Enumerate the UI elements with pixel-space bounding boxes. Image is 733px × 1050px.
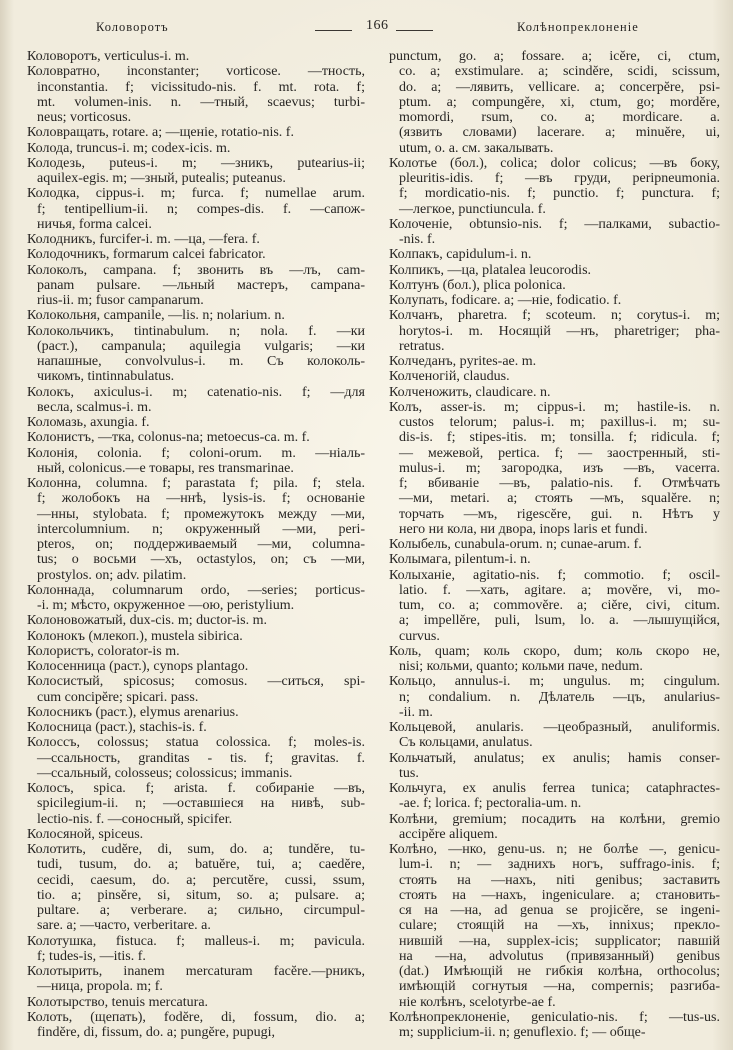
entry-continuation-line: a; impellĕre, puli, lsum, lo. a. —лышущійся, <box>399 613 720 629</box>
entry-continuation-line: pleuritis-idis. f; —въ груди, peripneumonia. <box>399 171 720 186</box>
entry-continuation-line: pultare. a; verberare. a; сильно, circumpul- <box>37 903 365 918</box>
running-head-left: Коловоротъ <box>96 20 169 34</box>
entry-first-line: Колчанъ, pharetra. f; scoteum. n; corytus-i. m; <box>389 308 720 324</box>
entry-continuation-line: торчать —мъ, rigescĕre, gui. n. Нѣтъ у <box>399 506 720 522</box>
entry-continuation-line: ный, colonicus.—е товары, res transmarinae. <box>37 460 294 476</box>
entry-continuation-line: lum-i. n; — заднихъ ногъ, suffrago-inis. f; <box>399 857 720 873</box>
entry-continuation-line: f; tentipellium-ii. n; compes-dis. f. —сапож- <box>37 201 365 217</box>
entry-first-line: Колоколъ, campana. f; звонить въ —лъ, cam- <box>27 262 365 278</box>
entry-first-line: Кольцо, annulus-i. m; ungulus. m; cingulum. <box>389 674 720 690</box>
entry-first-line: Колыбель, cunabula-orum. n; cunae-arum. f. <box>389 537 642 552</box>
dictionary-entry <box>389 263 720 278</box>
dictionary-entry <box>389 842 720 1010</box>
entry-continuation-line: horytos-i. m. Носящій —нъ, pharetriger; pha- <box>399 323 720 339</box>
entry-first-line: Колодка, cippus-i. m; furca. f; numellae arum. <box>27 186 365 202</box>
dictionary-entry <box>27 324 365 385</box>
entry-first-line: Колчеданъ, pyrites-ae. m. <box>389 354 537 369</box>
dictionary-entry <box>389 537 720 552</box>
entry-continuation-line: tudi, tusum, do. a; batuĕre, tui, a; caedĕre, <box>37 857 365 873</box>
entry-first-line: Колымага, pilentum-i. n. <box>389 552 531 568</box>
dictionary-entry <box>27 720 365 735</box>
entry-continuation-line: rius-ii. m; fusor campanarum. <box>37 293 204 308</box>
entry-first-line: Колодникъ, furcifer-i. m. —ца, —fera. f. <box>27 232 260 247</box>
entry-continuation-line: custos telorum; palus-i. m; paxillus-i. m; su- <box>399 415 720 430</box>
dictionary-entry <box>389 49 720 156</box>
entry-continuation-line: n; condalium. n. Дѣлатель —цъ, anularius- <box>399 689 720 705</box>
entry-first-line: Колокъ, axiculus-i. m; catenatio-nis. f; —для <box>27 384 365 400</box>
entry-first-line: Колѣно, —нко, genu-us. n; не болѣе —, genicu- <box>389 842 720 857</box>
entry-first-line: Кольчатый, anulatus; ex anulis; hamis conser- <box>389 750 720 766</box>
entry-continuation-line: retratus. <box>399 338 445 354</box>
dictionary-entry <box>27 583 365 614</box>
entry-first-line: Колокольчикъ, tintinabulum. n; nola. f. —ки <box>27 323 365 339</box>
dictionary-entry <box>27 995 365 1010</box>
dictionary-entry <box>389 369 720 384</box>
entry-continuation-line: cum concipĕre; spicari. pass. <box>37 689 199 705</box>
entry-continuation-line: spicilegium-ii. n; —оставшіеся на нивѣ, sub- <box>37 796 365 812</box>
entry-first-line: Колпакъ, capidulum-i. n. <box>389 247 532 263</box>
entry-first-line: Колосенница (раст.), cynops plantago. <box>27 659 249 674</box>
entry-continuation-line: Съ кольцами, anulatus. <box>399 735 533 751</box>
entry-continuation-line: momordi, rsum, co. a; mordicare. a. <box>399 110 720 125</box>
entry-continuation-line: intercolumnium. n; окруженный —ми, peri- <box>37 521 365 537</box>
dictionary-entry <box>27 476 365 583</box>
entry-continuation-line: inconstantia. f; vicissitudo-nis. f. mt. rota. f; <box>37 79 365 95</box>
dictionary-entry <box>389 781 720 812</box>
entry-continuation-line: tio. a; pinsĕre, si, situm, so. a; pulsare. a; <box>37 887 365 903</box>
dictionary-entry <box>27 781 365 827</box>
entry-continuation-line: чикомъ, tintinnabulatus. <box>37 369 175 385</box>
dictionary-entry <box>389 278 720 293</box>
entry-continuation-line: —ми, metari. a; стоять —мъ, squalĕre. n; <box>399 491 720 507</box>
dictionary-entry <box>389 385 720 400</box>
entry-continuation-line: напашные, convolvulus-i. m. Съ колоколь- <box>37 354 365 369</box>
dictionary-entry <box>27 827 365 842</box>
entry-first-line: Колоть, (щепать), fodĕre, di, fossum, dio. a; <box>27 1009 365 1025</box>
entry-continuation-line: pteros, on; поддерживаемый —ми, columna- <box>37 537 365 552</box>
entry-first-line: Колонія, colonia. f; coloni-orum. m. —ніаль- <box>27 445 365 461</box>
dictionary-entry <box>27 934 365 965</box>
entry-first-line: Колосъ, spica. f; arista. f. собираніе —въ, <box>27 781 365 796</box>
entry-first-line: Колотырить, inanem mercaturam facĕre.—рникъ, <box>27 964 365 979</box>
dictionary-entry <box>389 644 720 675</box>
entry-first-line: Колодочникъ, formarum calcei fabricator. <box>27 247 266 263</box>
page-number: 166 <box>366 18 389 33</box>
entry-continuation-line: ніе колѣнъ, scelotyrbe-ae f. <box>399 994 556 1010</box>
dictionary-entry <box>27 964 365 995</box>
dictionary-entry <box>389 308 720 354</box>
dictionary-entry <box>389 568 720 644</box>
entry-first-line: Колористъ, colorator-is m. <box>27 643 180 659</box>
entry-continuation-line: panam pulsare. —льный мастеръ, campana- <box>37 277 365 293</box>
entry-first-line: Колѣни, gremium; посадить на колѣни, gremio <box>389 811 720 827</box>
dictionary-entry <box>27 385 365 416</box>
entry-continuation-line: findĕre, di, fissum, do. a; pungĕre, pupugi, <box>37 1025 275 1040</box>
entry-first-line: punctum, go. a; fossare. a; icĕre, ci, ctum, <box>389 49 720 64</box>
entry-first-line: Кольчуга, ex anulis ferrea tunica; cataphractes- <box>389 781 720 796</box>
entry-continuation-line: dis-is. f; stipes-itis. m; tonsilla. f; ridicula. f; <box>399 430 720 446</box>
entry-continuation-line: (dat.) Имѣющій не гибкія колѣна, orthocolus; <box>399 964 720 979</box>
entry-continuation-line: -ae. f; lorica. f; pectoralia-um. n. <box>399 796 582 812</box>
entry-first-line: Колоссъ, colossus; statua colossica. f; moles-is. <box>27 735 365 751</box>
entry-first-line: Коломазь, axungia. f. <box>27 415 150 430</box>
entry-continuation-line: -nis. f. <box>399 232 436 247</box>
entry-continuation-line: culare; стоящій на —хъ, innixus; прекло- <box>399 918 720 934</box>
entry-first-line: Колодезь, puteus-i. m; —зникъ, putearius-ii; <box>27 155 365 171</box>
dictionary-entry <box>27 735 365 781</box>
dictionary-entry <box>27 49 365 64</box>
entry-continuation-line: —легкое, punctiuncula. f. <box>399 201 546 217</box>
entry-continuation-line: mt. volumen-inis. n. —тный, scaevus; turbi- <box>37 94 365 110</box>
running-head-right: Колѣнопреклоненіе <box>517 20 639 34</box>
entry-continuation-line: f; вбиваніе —въ, palatio-nis. f. Отмѣчать <box>399 476 720 491</box>
entry-continuation-line: имѣющій согнутыя —на, compernis; разгиба- <box>399 979 720 995</box>
entry-continuation-line: f; жолобокъ на —ннѣ, lysis-is. f; основаніе <box>37 491 365 507</box>
dictionary-entry <box>389 217 720 248</box>
entry-continuation-line: co. a; exstimulare. a; scindĕre, scidi, scissum, <box>399 64 720 80</box>
entry-continuation-line: (раст.), campanula; aquilegia vulgaris; —ки <box>37 338 365 354</box>
entry-continuation-line: nisi; кольми, quanto; кольми паче, nedum. <box>399 659 643 674</box>
entry-first-line: Коловоротъ, verticulus-i. m. <box>27 49 190 64</box>
entry-continuation-line: tus. <box>399 765 419 781</box>
entry-continuation-line: curvus. <box>399 628 440 644</box>
entry-first-line: Коловращать, rotare. a; —щеніе, rotatio-nis. f. <box>27 125 294 141</box>
dictionary-entry <box>27 125 365 140</box>
dictionary-entry <box>389 354 720 369</box>
entry-first-line: Колосяной, spiceus. <box>27 826 144 842</box>
entry-continuation-line: него ни кола, ни двора, inops laris et fundi. <box>399 521 648 537</box>
page-number-rule-right <box>396 30 433 31</box>
dictionary-entry <box>389 400 720 537</box>
entry-continuation-line: f; tudes-is, —itis. f. <box>37 948 146 964</box>
entry-first-line: Колпикъ, —ца, platalea leucorodis. <box>389 262 592 278</box>
dictionary-entry <box>27 1010 365 1041</box>
dictionary-entry <box>389 247 720 262</box>
dictionary-entry <box>389 812 720 843</box>
entry-continuation-line: ptum. a; compungĕre, xi, ctum, go; mordĕre, <box>399 94 720 110</box>
dictionary-entry <box>389 1010 720 1041</box>
dictionary-entry <box>27 186 365 232</box>
entry-continuation-line: accipĕre aliquem. <box>399 826 498 842</box>
entry-continuation-line: (язвить словами) lacerare. a; minuĕre, ui, <box>399 125 720 141</box>
entry-continuation-line: -i. m; мѣсто, окруженное —ою, peristylium. <box>37 598 295 613</box>
entry-continuation-line: ничья, forma calcei. <box>37 216 152 232</box>
entry-first-line: Колонокъ (млекоп.), mustela sibirica. <box>27 628 243 644</box>
entry-continuation-line: cecidi, caesum, do. a; percutĕre, cussi, ssum, <box>37 872 365 888</box>
entry-continuation-line: utum, o. a. см. закалывать. <box>399 140 554 156</box>
dictionary-entry <box>27 644 365 659</box>
entry-continuation-line: mulus-i. m; загородка, изъ —въ, vacerra. <box>399 460 720 476</box>
dictionary-entry <box>27 141 365 156</box>
entry-continuation-line: tum, co. a; commovĕre. a; ciĕre, civi, citum. <box>399 598 720 613</box>
dictionary-entry <box>27 629 365 644</box>
dictionary-entry <box>27 263 365 309</box>
entry-continuation-line: —нны, stylobata. f; промежутокъ между —ми, <box>37 506 365 522</box>
entry-continuation-line: tus; о восьми —хъ, octastylos, on; съ —ми, <box>37 552 365 568</box>
dictionary-entry <box>27 415 365 430</box>
entry-first-line: Колъ, asser-is. m; cippus-i. m; hastile-is. n. <box>389 399 720 415</box>
dictionary-entry <box>27 705 365 720</box>
entry-continuation-line: neus; vorticosus. <box>37 110 132 125</box>
entry-continuation-line: —ссальность, granditas - tis. f; gravitas. f. <box>37 750 365 766</box>
dictionary-entry <box>27 430 365 445</box>
entry-first-line: Колоновожатый, dux-cis. m; ductor-is. m. <box>27 613 268 629</box>
entry-first-line: Колченожить, claudicare. n. <box>389 384 551 400</box>
dictionary-entry <box>27 659 365 674</box>
dictionary-entry <box>27 613 365 628</box>
entry-first-line: Коловратно, inconstanter; vorticose. —тность, <box>27 64 365 80</box>
entry-continuation-line: latio. f. —хать, agitare. a; movĕre, vi, mo- <box>399 582 720 598</box>
entry-first-line: Колѣнопреклоненіе, geniculatio-nis. f; —tus-us. <box>389 1009 720 1025</box>
entry-continuation-line: стоять на —нахъ, ingeniculare. a; становить- <box>399 887 720 903</box>
entry-first-line: Колупать, fodicare. a; —ніе, fodicatio. f. <box>389 293 622 308</box>
entry-continuation-line: f; mordicatio-nis. f; punctio. f; punctura. f; <box>399 186 720 202</box>
entry-first-line: Колоннада, columnarum ordo, —series; porticus- <box>27 582 365 598</box>
entry-first-line: Коль, quam; коль скоро, dum; коль скоро не, <box>389 643 720 659</box>
entry-first-line: Колыханіе, agitatio-nis. f; commotio. f; oscil- <box>389 567 720 583</box>
entry-continuation-line: lectio-nis. f. —соносный, spicifer. <box>37 811 233 827</box>
entry-continuation-line: -ii. m. <box>399 704 433 720</box>
entry-continuation-line: на —на, advolutus (привязанный) genibus <box>399 948 720 964</box>
entry-continuation-line: do. a; —лявить, vellicare. a; concerpĕre, psi- <box>399 79 720 95</box>
entry-first-line: Колосникъ (раст.), elymus arenarius. <box>27 704 239 720</box>
entry-first-line: Колосница (раст.), stachis-is. f. <box>27 720 207 735</box>
dictionary-entry <box>389 720 720 751</box>
entry-continuation-line: —ница, propola. m; f. <box>37 979 163 995</box>
dictionary-entry <box>27 156 365 187</box>
dictionary-entry <box>389 293 720 308</box>
entry-first-line: Кольцевой, anularis. —цеобразный, anuliformis. <box>389 720 720 735</box>
entry-first-line: Колоченіе, obtunsio-nis. f; —палками, subactio- <box>389 216 720 232</box>
entry-continuation-line: —ссальный, colosseus; colossicus; immanis. <box>37 765 293 781</box>
dictionary-entry <box>389 552 720 567</box>
entry-first-line: Колотье (бол.), colica; dolor colicus; —въ боку, <box>389 155 720 171</box>
dictionary-entry <box>27 842 365 934</box>
entry-first-line: Колонистъ, —тка, colonus-na; metoecus-ca. m. f. <box>27 430 310 446</box>
dictionary-entry <box>27 247 365 262</box>
left-column <box>27 49 365 1040</box>
dictionary-entry <box>389 751 720 782</box>
entry-first-line: Колосистый, spicosus; comosus. —ситься, spi- <box>27 674 365 690</box>
entry-first-line: Колченогій, claudus. <box>389 369 510 385</box>
dictionary-entry <box>27 232 365 247</box>
entry-continuation-line: sare. a; —часто, verberitare. a. <box>37 918 211 934</box>
entry-continuation-line: — межевой, pertica. f; — заостренный, sti- <box>399 445 720 461</box>
entry-continuation-line: нившій —на, supplex-icis; supplicator; павшій <box>399 933 720 949</box>
page-number-rule-left <box>315 30 352 31</box>
right-column <box>389 49 720 1040</box>
dictionary-entry <box>27 674 365 705</box>
entry-continuation-line: стоять на —нахъ, niti genibus; заставить <box>399 872 720 888</box>
entry-first-line: Колонна, columna. f; parastata f; pila. f; stela. <box>27 476 365 491</box>
entry-first-line: Колтунъ (бол.), plica polonica. <box>389 277 566 293</box>
entry-continuation-line: m; supplicium-ii. n; genuflexio. f; — обще- <box>399 1025 646 1040</box>
entry-first-line: Колотушка, fistuca. f; malleus-i. m; pavicula. <box>27 933 365 949</box>
entry-first-line: Колода, truncus-i. m; codex-icis. m. <box>27 140 231 156</box>
entry-first-line: Колокольня, campanile, —lis. n; nolarium. n. <box>27 308 285 324</box>
dictionary-entry <box>27 308 365 323</box>
entry-first-line: Колотырство, tenuis mercatura. <box>27 994 209 1010</box>
dictionary-entry <box>27 446 365 477</box>
entry-continuation-line: весла, scalmus-i. m. <box>37 399 152 415</box>
dictionary-entry <box>27 64 365 125</box>
dictionary-entry <box>389 156 720 217</box>
entry-continuation-line: ся на —на, ad genua se projicĕre, se ingeni- <box>399 903 720 918</box>
entry-continuation-line: aquilex-egis. m; —зный, putealis; puteanus. <box>37 171 286 186</box>
dictionary-entry <box>389 674 720 720</box>
entry-first-line: Колотить, cudĕre, di, sum, do. a; tundĕre, tu- <box>27 842 365 857</box>
entry-continuation-line: prostylos. on; adv. pilatim. <box>37 567 187 583</box>
